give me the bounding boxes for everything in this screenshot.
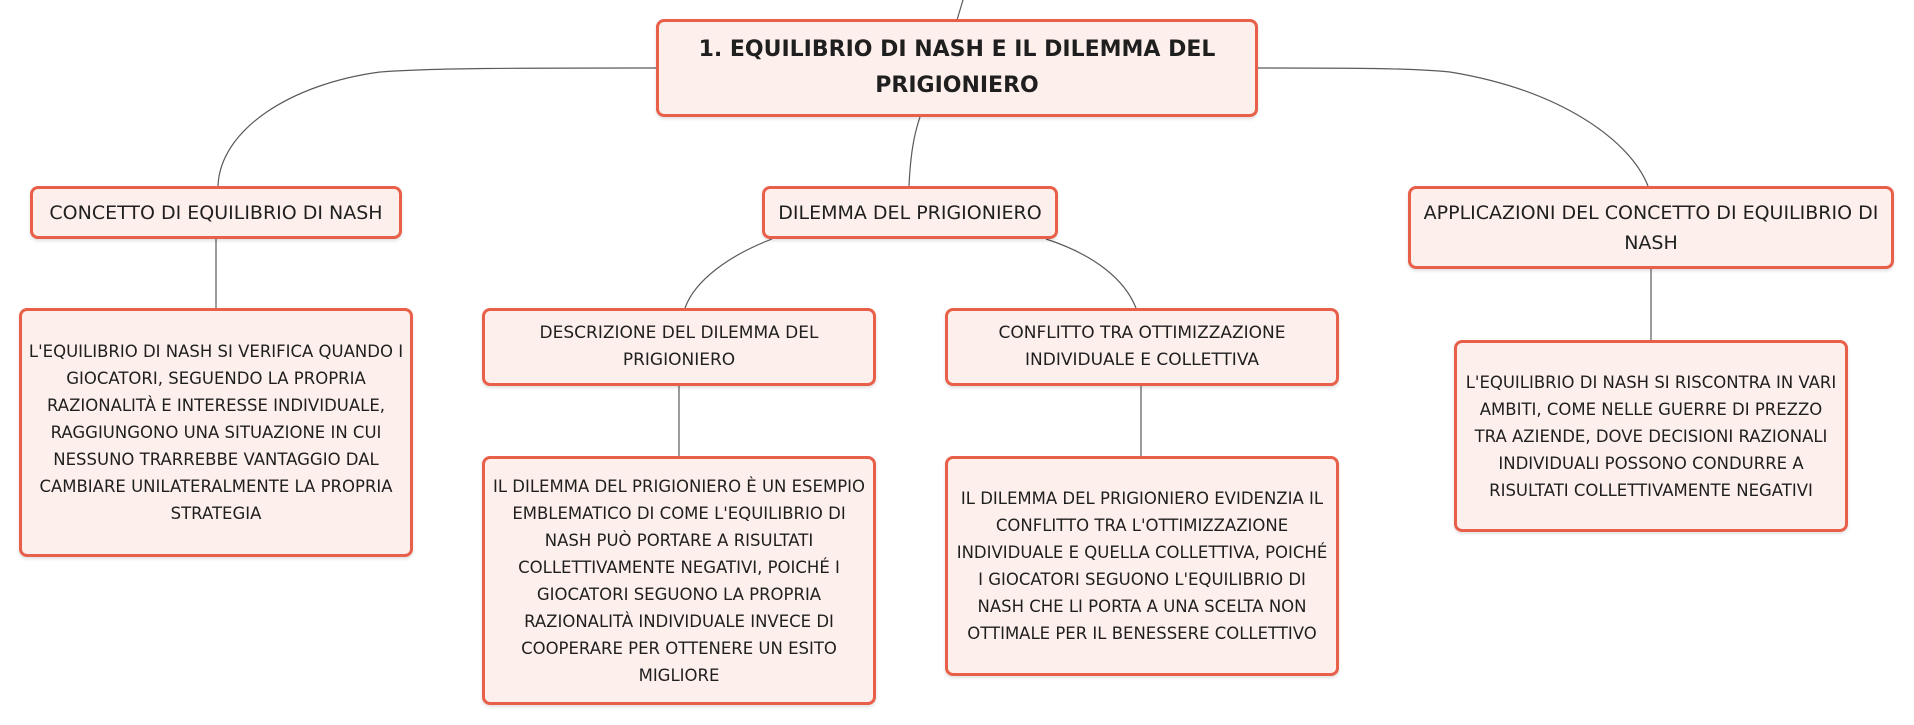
connector-root-to-dilemma [909,117,920,186]
node-descrizione-detail[interactable] [482,456,876,705]
node-concetto-equilibrio-nash[interactable] [30,186,402,239]
connector-dilemma-to-conflitto [1046,239,1136,308]
node-conflitto-detail[interactable] [945,456,1339,676]
node-applicazioni-equilibrio-nash[interactable] [1408,186,1894,269]
node-concetto-label: CONCETTO DI EQUILIBRIO DI NASH [49,201,383,224]
connector-root-to-applicazioni [1256,68,1648,186]
connector-root-parent [957,0,963,20]
node-descrizione-label: DESCRIZIONE DEL DILEMMA DEL PRIGIONIERO [539,323,819,370]
node-applicazioni-detail-text: L'EQUILIBRIO DI NASH SI RISCONTRA IN VARI AMBITI, COME NELLE GUERRE DI PREZZO TRA AZIENDE, DOVE DECISIONI RAZIONALI INDIVIDUALI POSSONO CONDURRE A RISULTATI COLLETTIVAMENTE NEGATIVI [1465,372,1837,500]
node-descrizione-dilemma[interactable] [482,308,876,386]
node-conflitto-label: CONFLITTO TRA OTTIMIZZAZIONE INDIVIDUALE E COLLETTIVA [998,323,1286,370]
node-conflitto-detail-text: IL DILEMMA DEL PRIGIONIERO EVIDENZIA IL CONFLITTO TRA L'OTTIMIZZAZIONE INDIVIDUALE E QUELLA COLLETTIVA, POICHÉ I GIOCATORI SEGUONO L'EQUILIBRIO DI NASH CHE LI PORTA A UNA SCELTA NON OTTIMALE PER IL BENESSERE COLLETTIVO [956,489,1328,643]
connector-dilemma-to-descrizione [685,239,772,308]
node-applicazioni-detail[interactable] [1454,340,1848,532]
node-descrizione-detail-text: IL DILEMMA DEL PRIGIONIERO È UN ESEMPIO EMBLEMATICO DI COME L'EQUILIBRIO DI NASH PUÒ PORTARE A RISULTATI COLLETTIVAMENTE NEGATIVI, POICHÉ I GIOCATORI SEGUONO LA PROPRIA RAZIONALITÀ INDIVIDUALE INVECE DI COOPERARE PER OTTENERE UN ESITO MIGLIORE [492,476,865,685]
root-node[interactable] [656,19,1258,117]
connector-root-to-concetto [218,68,656,186]
node-concetto-detail-text: L'EQUILIBRIO DI NASH SI VERIFICA QUANDO I GIOCATORI, SEGUENDO LA PROPRIA RAZIONALITÀ E INTERESSE INDIVIDUALE, RAGGIUNGONO UNA SITUAZIONE IN CUI NESSUNO TRARREBBE VANTAGGIO DAL CAMBIARE UNILATERALMENTE LA PROPRIA STRATEGIA [28,342,404,523]
node-conflitto-ottimizzazione[interactable] [945,308,1339,386]
node-dilemma-label: DILEMMA DEL PRIGIONIERO [778,201,1042,224]
node-applicazioni-label: APPLICAZIONI DEL CONCETTO DI EQUILIBRIO DI NASH [1423,201,1879,254]
node-dilemma-prigioniero[interactable] [762,186,1058,239]
root-node-label: 1. EQUILIBRIO DI NASH E IL DILEMMA DEL PRIGIONIERO [698,37,1216,98]
node-concetto-detail[interactable] [19,308,413,557]
